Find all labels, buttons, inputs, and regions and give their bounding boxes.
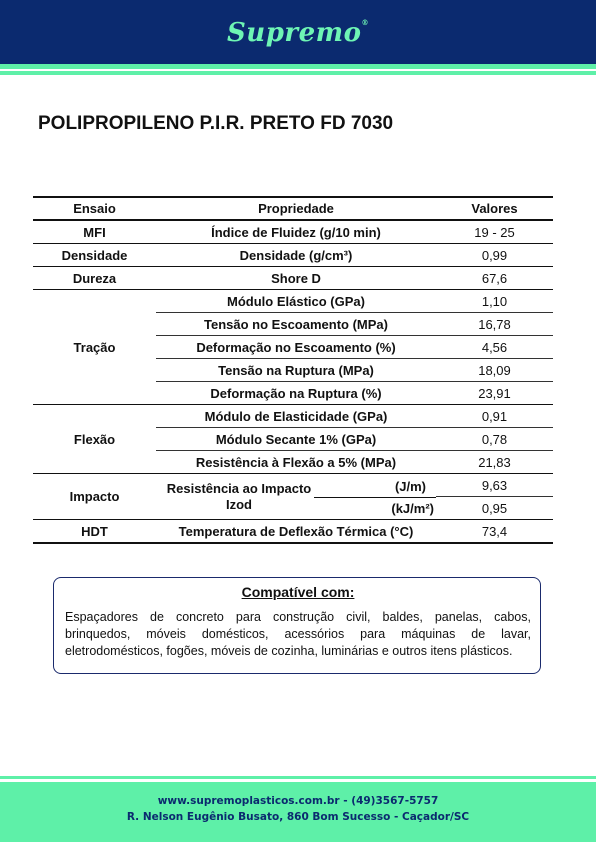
ensaio-cell: MFI	[33, 220, 156, 244]
propriedade-cell: Shore D	[156, 267, 436, 290]
compatibility-text: Espaçadores de concreto para construção civil, baldes, panelas, cabos, brinquedos, móveis domésticos, acessórios para máquinas de lavar, eletrodomésticos, fogões, móveis de cozinha, luminárias e outros itens plásticos.	[65, 610, 531, 658]
header-propriedade: Propriedade	[156, 197, 436, 220]
impacto-label-line1: Resistência ao Impacto	[166, 480, 312, 496]
table-row	[33, 267, 553, 290]
footer-contact: www.supremoplasticos.com.br - (49)3567-5757	[157, 795, 439, 807]
propriedade-cell: Módulo de Elasticidade (GPa)	[156, 405, 436, 428]
valor-cell: 67,6	[436, 267, 553, 290]
propriedade-cell: Módulo Secante 1% (GPa)	[156, 428, 436, 451]
product-title: POLIPROPILENO P.I.R. PRETO FD 7030	[38, 113, 394, 134]
compatibility-title: Compatível com:	[241, 584, 355, 600]
spec-table	[33, 196, 553, 544]
valor-cell: 18,09	[436, 359, 553, 382]
table-row	[33, 520, 553, 544]
valor-cell: 16,78	[436, 313, 553, 336]
header-valores: Valores	[436, 197, 553, 220]
ensaio-cell: Impacto	[33, 474, 156, 520]
valor-cell: 19 - 25	[436, 220, 553, 244]
table-row	[33, 244, 553, 267]
propriedade-cell: Tensão no Escoamento (MPa)	[156, 313, 436, 336]
impacto-propriedade	[156, 475, 436, 519]
table-row	[33, 290, 553, 313]
ensaio-cell: Tração	[33, 290, 156, 405]
table-header-row	[33, 197, 553, 220]
valor-cell: 23,91	[436, 382, 553, 405]
ensaio-cell: Densidade	[33, 244, 156, 267]
propriedade-cell: Deformação no Escoamento (%)	[156, 336, 436, 359]
ensaio-cell: HDT	[33, 520, 156, 544]
valor-cell: 0,95	[436, 497, 553, 520]
footer-stripe	[0, 776, 596, 779]
logo-text: Supremo	[227, 18, 362, 48]
valor-cell: 0,99	[436, 244, 553, 267]
impacto-unit-jm: (J/m)	[394, 478, 426, 494]
propriedade-cell: Resistência à Flexão a 5% (MPa)	[156, 451, 436, 474]
impacto-label-line2: Izod	[226, 496, 252, 512]
header-stripe	[0, 64, 596, 69]
propriedade-cell: Índice de Fluidez (g/10 min)	[156, 220, 436, 244]
supremo-logo	[0, 18, 596, 48]
propriedade-cell: Tensão na Ruptura (MPa)	[156, 359, 436, 382]
propriedade-cell: Módulo Elástico (GPa)	[156, 290, 436, 313]
compatibility-box	[53, 577, 541, 674]
valor-cell: 1,10	[436, 290, 553, 313]
impacto-label	[164, 481, 314, 513]
valor-cell: 73,4	[436, 520, 553, 544]
header-stripe	[0, 71, 596, 75]
footer-address: R. Nelson Eugênio Busato, 860 Bom Sucesso - Caçador/SC	[126, 811, 470, 823]
impacto-propriedade-cell	[156, 474, 436, 520]
ensaio-cell: Flexão	[33, 405, 156, 474]
valor-cell: 0,91	[436, 405, 553, 428]
valor-cell: 0,78	[436, 428, 553, 451]
propriedade-cell: Temperatura de Deflexão Térmica (°C)	[156, 520, 436, 544]
header-ensaio: Ensaio	[33, 197, 156, 220]
impacto-divider	[314, 497, 436, 498]
valor-cell: 9,63	[436, 474, 553, 497]
ensaio-cell: Dureza	[33, 267, 156, 290]
table-row	[33, 220, 553, 244]
footer-band	[0, 782, 596, 842]
valor-cell: 4,56	[436, 336, 553, 359]
propriedade-cell: Densidade (g/cm³)	[156, 244, 436, 267]
table-row	[33, 474, 553, 497]
registered-mark: ®	[361, 18, 369, 27]
table-row	[33, 405, 553, 428]
valor-cell: 21,83	[436, 451, 553, 474]
propriedade-cell: Deformação na Ruptura (%)	[156, 382, 436, 405]
impacto-unit-kjm2: (kJ/m²)	[391, 500, 434, 516]
